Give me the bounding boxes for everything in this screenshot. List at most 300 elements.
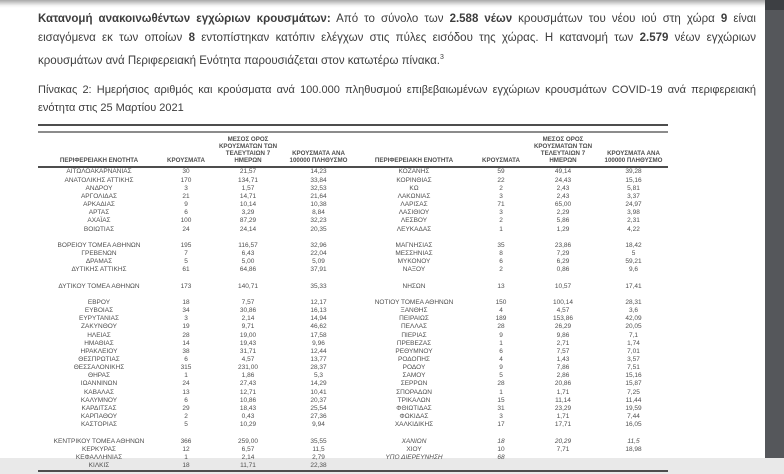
cell-per100k: 46,62 xyxy=(310,323,327,331)
cell-cases: 21 xyxy=(182,192,190,200)
table-group-spacer xyxy=(38,290,353,298)
cell-name: ΛΑΡΙΣΑΣ xyxy=(400,201,428,209)
cell-cases: 173 xyxy=(180,282,192,290)
cell-cases: 18 xyxy=(497,437,505,445)
page-content xyxy=(38,10,756,474)
table-row xyxy=(353,306,668,314)
column-header-avg: ΜΕΣΟΣ ΟΡΟΣ ΚΡΟΥΣΜΑΤΩΝ ΤΩΝ ΤΕΛΕΥΤΑΙΩΝ 7 ΗΜΕΡΩΝ xyxy=(218,135,278,164)
cell-per100k: 24,97 xyxy=(625,201,642,209)
table-row xyxy=(353,192,668,200)
cell-cases: 6 xyxy=(184,356,188,363)
cell-per100k: 2,79 xyxy=(312,453,325,461)
left-table-header xyxy=(38,133,353,168)
cell-avg: 20,29 xyxy=(554,437,572,445)
cell-cases: 4 xyxy=(499,356,503,363)
cell-name: ΜΥΚΟΝΟΥ xyxy=(397,258,431,266)
cell-cases: 5 xyxy=(184,258,188,266)
cell-avg: 6,57 xyxy=(241,445,255,453)
cell-avg: 10,86 xyxy=(239,396,257,404)
cell-cases: 2 xyxy=(499,266,503,274)
cell-cases: 19 xyxy=(182,323,190,331)
table-row xyxy=(353,217,668,225)
table-row xyxy=(353,258,668,266)
cell-cases: 29 xyxy=(182,404,190,412)
cell-cases: 3 xyxy=(499,209,503,217)
intro-text: εντοπίστηκαν κατόπιν ελέγχων στις πύλες εισόδου της χώρας. Η κατανομή των xyxy=(194,32,640,44)
cell-avg: 27,43 xyxy=(239,380,257,388)
table-row xyxy=(38,380,353,388)
cell-name: ΑΡΓΟΛΙΔΑΣ xyxy=(80,192,118,200)
cell-name: ΧΑΛΚΙΔΙΚΗΣ xyxy=(394,421,434,429)
cell-avg: 140,71 xyxy=(238,282,258,290)
column-header-avg: ΜΕΣΟΣ ΟΡΟΣ ΚΡΟΥΣΜΑΤΩΝ ΤΩΝ ΤΕΛΕΥΤΑΙΩΝ 7 ΗΜΕΡΩΝ xyxy=(533,135,593,164)
cell-name: ΧΙΟΥ xyxy=(406,445,422,453)
cell-name: ΡΕΘΥΜΝΟΥ xyxy=(395,347,433,355)
cell-cases: 9 xyxy=(499,331,503,339)
cell-avg: 64,86 xyxy=(239,266,257,274)
cell-cases: 6 xyxy=(184,209,188,217)
cell-name: ΥΠΟ ΔΙΕΡΕΥΝΗΣΗ xyxy=(385,453,443,461)
cell-cases: 35 xyxy=(497,241,505,249)
table-group-spacer xyxy=(353,274,668,282)
cell-name: ΦΘΙΩΤΙΔΑΣ xyxy=(396,404,432,412)
table-row xyxy=(353,298,668,306)
table-row xyxy=(353,396,668,404)
cell-avg: 0,43 xyxy=(241,413,255,421)
intro-text: Από το σύνολο των xyxy=(330,13,450,25)
cell-name: ΘΕΣΠΡΩΤΙΑΣ xyxy=(78,356,120,363)
intro-bold-text: 9 xyxy=(720,13,728,25)
table-row xyxy=(353,282,668,290)
cell-name: ΕΥΡΥΤΑΝΙΑΣ xyxy=(78,315,120,323)
cell-per100k: 9,94 xyxy=(312,421,325,429)
cell-name: ΙΩΑΝΝΙΝΩΝ xyxy=(80,380,118,388)
cell-cases: 24 xyxy=(182,225,190,233)
table-group-spacer xyxy=(353,290,668,298)
cell-avg: 19,00 xyxy=(239,331,257,339)
page-top-shadow xyxy=(0,0,784,8)
cell-name: ΛΕΥΚΑΔΑΣ xyxy=(396,225,432,233)
cell-per100k: 9,96 xyxy=(312,339,325,347)
cell-cases: 24 xyxy=(182,380,190,388)
cell-per100k: 12,44 xyxy=(310,347,327,355)
cell-name: ΑΡΚΑΔΙΑΣ xyxy=(83,201,115,209)
cell-avg: 10,14 xyxy=(239,201,257,209)
cell-cases: 3 xyxy=(499,192,503,200)
cell-cases: 2 xyxy=(499,217,503,225)
cell-cases: 195 xyxy=(180,241,192,249)
table-row xyxy=(353,413,668,421)
cell-per100k: 7,44 xyxy=(627,413,640,421)
cell-cases: 2 xyxy=(184,413,188,421)
table-row xyxy=(353,200,668,208)
cell-name: ΚΟΡΙΝΘΙΑΣ xyxy=(396,176,432,184)
cell-avg: 231,00 xyxy=(238,364,258,372)
cell-avg: 6,43 xyxy=(241,249,255,257)
table-row xyxy=(38,445,353,453)
table-row xyxy=(38,388,353,396)
cell-avg: 1,86 xyxy=(241,372,255,380)
cell-cases: 2 xyxy=(499,184,503,192)
cell-avg: 134,71 xyxy=(238,176,258,184)
cell-cases: 61 xyxy=(182,266,190,274)
table-row xyxy=(353,380,668,388)
table-group-spacer xyxy=(38,429,353,437)
cell-name: ΝΑΞΟΥ xyxy=(402,266,426,274)
cell-name: ΝΟΤΙΟΥ ΤΟΜΕΑ ΑΘΗΝΩΝ xyxy=(374,298,454,306)
table-row xyxy=(353,453,668,461)
table-row xyxy=(353,437,668,445)
cell-avg: 21,57 xyxy=(239,168,257,176)
cell-cases: 8 xyxy=(499,249,503,257)
cell-name: ΕΥΒΟΙΑΣ xyxy=(84,307,114,315)
table-row xyxy=(38,355,353,363)
cell-cases: 3 xyxy=(184,315,188,323)
cell-per100k: 16,05 xyxy=(625,421,642,429)
cell-name: ΡΟΔΟΠΗΣ xyxy=(398,356,430,363)
cell-name: ΦΩΚΙΔΑΣ xyxy=(399,413,429,421)
cell-name: ΣΠΟΡΑΔΩΝ xyxy=(396,388,432,396)
cell-per100k: 25,54 xyxy=(310,404,327,412)
cell-name: ΚΕΦΑΛΛΗΝΙΑΣ xyxy=(75,453,123,461)
cell-cases: 6 xyxy=(184,396,188,404)
cell-per100k: 17,58 xyxy=(310,331,327,339)
cell-avg: 20,86 xyxy=(554,380,572,388)
cell-cases: 366 xyxy=(180,437,192,445)
table-row xyxy=(353,176,668,184)
cell-name: ΓΡΕΒΕΝΩΝ xyxy=(81,249,117,257)
cell-name: ΘΕΣΣΑΛΟΝΙΚΗΣ xyxy=(73,364,125,372)
cell-per100k: 7,51 xyxy=(627,364,640,372)
cell-per100k: 28,31 xyxy=(625,298,642,306)
cell-cases: 100 xyxy=(180,217,192,225)
column-header-cases: ΚΡΟΥΣΜΑΤΑ xyxy=(482,156,520,164)
cell-name: ΧΑΝΙΩΝ xyxy=(401,437,427,445)
cell-name: ΚΕΡΚΥΡΑΣ xyxy=(82,445,116,453)
cell-avg: 10,29 xyxy=(239,421,257,429)
cell-name: ΑΝΑΤΟΛΙΚΗΣ ΑΤΤΙΚΗΣ xyxy=(64,176,134,184)
cell-per100k: 18,42 xyxy=(625,241,642,249)
cell-per100k: 14,94 xyxy=(310,315,327,323)
cell-name: ΒΟΙΩΤΙΑΣ xyxy=(83,225,115,233)
cell-avg: 153,86 xyxy=(553,315,573,323)
cell-avg: 2,29 xyxy=(556,209,570,217)
cell-name: ΑΝΔΡΟΥ xyxy=(85,184,113,192)
table-row xyxy=(38,413,353,421)
cell-per100k: 27,36 xyxy=(310,413,327,421)
cell-cases: 28 xyxy=(497,380,505,388)
cell-per100k: 7,1 xyxy=(628,331,639,339)
cell-avg: 26,29 xyxy=(554,323,572,331)
table-row xyxy=(38,168,353,176)
column-header-per100k: ΚΡΟΥΣΜΑΤΑ ΑΝΑ 100000 ΠΛΗΘΥΣΜΟ xyxy=(604,149,663,164)
table-row xyxy=(38,249,353,257)
cell-per100k: 32,53 xyxy=(310,184,327,192)
cell-name: ΕΒΡΟΥ xyxy=(87,298,111,306)
cell-name: ΗΜΑΘΙΑΣ xyxy=(84,339,114,347)
cell-name: ΛΑΣΙΘΙΟΥ xyxy=(398,209,430,217)
cell-per100k: 22,38 xyxy=(310,462,327,470)
cell-avg: 2,43 xyxy=(556,184,570,192)
cell-cases: 189 xyxy=(495,315,507,323)
cell-avg: 30,86 xyxy=(239,307,257,315)
cell-per100k: 8,84 xyxy=(312,209,325,217)
cell-per100k: 5 xyxy=(631,249,636,257)
cell-name: ΡΟΔΟΥ xyxy=(402,364,426,372)
cell-per100k: 35,33 xyxy=(310,282,327,290)
table-row xyxy=(353,209,668,217)
table-row xyxy=(38,364,353,372)
table-row xyxy=(38,241,353,249)
cell-avg: 2,14 xyxy=(241,315,255,323)
cell-cases: 68 xyxy=(497,453,505,461)
table-row xyxy=(353,266,668,274)
cell-avg: 1,57 xyxy=(241,184,255,192)
table-row xyxy=(353,445,668,453)
cell-per100k: 28,37 xyxy=(310,364,327,372)
table-row xyxy=(38,396,353,404)
table-row xyxy=(38,200,353,208)
cell-avg: 17,71 xyxy=(554,421,572,429)
cell-cases: 5 xyxy=(184,421,188,429)
table-row xyxy=(38,225,353,233)
cell-cases: 5 xyxy=(499,372,503,380)
cell-name: ΔΥΤΙΚΗΣ ΑΤΤΙΚΗΣ xyxy=(71,266,127,274)
cell-cases: 18 xyxy=(182,462,190,470)
cell-name: ΖΑΚΥΝΘΟΥ xyxy=(81,323,117,331)
cell-avg: 7,71 xyxy=(556,445,570,453)
cell-name: ΑΡΤΑΣ xyxy=(88,209,110,217)
cell-name: ΚΑΒΑΛΑΣ xyxy=(83,388,115,396)
cell-avg: 0,86 xyxy=(556,266,570,274)
cell-name: ΚΟΖΑΝΗΣ xyxy=(398,168,430,176)
cell-name: ΚΕΝΤΡΙΚΟΥ ΤΟΜΕΑ ΑΘΗΝΩΝ xyxy=(53,437,145,445)
cell-name: ΘΗΡΑΣ xyxy=(88,372,110,380)
cell-name: ΚΑΡΠΑΘΟΥ xyxy=(80,413,118,421)
table-row xyxy=(38,217,353,225)
table-caption: Πίνακας 2: Ημερήσιος αριθμός και κρούσματα ανά 100.000 πληθυσμού επιβεβαιωμένων εγχώριων κρουσμάτων COVID-19 ανά περιφερειακή ενότητα στις 25 Μαρτίου 2021 xyxy=(38,83,756,114)
cell-avg: 23,29 xyxy=(554,404,572,412)
table-row xyxy=(38,421,353,429)
table-row xyxy=(353,241,668,249)
left-table-body xyxy=(38,168,353,470)
table-row xyxy=(38,339,353,347)
cell-per100k: 3,6 xyxy=(628,307,639,315)
cell-avg: 87,29 xyxy=(239,217,257,225)
cell-name: ΝΗΣΩΝ xyxy=(402,282,426,290)
cell-cases: 150 xyxy=(495,298,507,306)
table-group-spacer xyxy=(353,233,668,241)
cell-per100k: 16,13 xyxy=(310,307,327,315)
cell-avg: 1,71 xyxy=(556,388,570,396)
cell-avg: 2,86 xyxy=(556,372,570,380)
cell-avg: 7,29 xyxy=(556,249,570,257)
column-header-per100k: ΚΡΟΥΣΜΑΤΑ ΑΝΑ 100000 ΠΛΗΘΥΣΜΟ xyxy=(289,149,348,164)
cell-name: ΑΙΤΩΛΟΑΚΑΡΝΑΝΙΑΣ xyxy=(66,168,132,176)
table-row xyxy=(38,258,353,266)
cell-per100k: 15,16 xyxy=(625,372,642,380)
intro-text: κρουσμάτων του νέου ιού στη χώρα xyxy=(512,13,721,25)
cell-avg: 100,14 xyxy=(553,298,573,306)
cell-name: ΗΛΕΙΑΣ xyxy=(87,331,111,339)
cell-per100k: 17,41 xyxy=(625,282,642,290)
intro-text: νέων εγχώριων κρουσμάτων ανά Περιφερειακή Ενότητα παρουσιάζεται στον κατωτέρω πίνακα. xyxy=(38,32,756,67)
cell-avg: 10,57 xyxy=(554,282,572,290)
cell-cases: 9 xyxy=(499,364,503,372)
cell-avg: 1,29 xyxy=(556,225,570,233)
cell-per100k: 35,55 xyxy=(310,437,327,445)
cell-name: ΑΧΑΪΑΣ xyxy=(87,217,111,225)
table-group-spacer xyxy=(353,429,668,437)
cell-name: ΔΥΤΙΚΟΥ ΤΟΜΕΑ ΑΘΗΝΩΝ xyxy=(58,282,140,290)
cell-avg: 18,43 xyxy=(239,404,257,412)
cell-per100k: 32,96 xyxy=(310,241,327,249)
table-row xyxy=(38,282,353,290)
cell-per100k: 39,28 xyxy=(625,168,642,176)
intro-text: είναι εισαγόμενα εκ των οποίων xyxy=(38,13,756,44)
cell-avg: 65,00 xyxy=(554,201,572,209)
cell-cases: 15 xyxy=(497,396,505,404)
table-row xyxy=(38,372,353,380)
cell-avg: 4,57 xyxy=(556,307,570,315)
table-row xyxy=(38,209,353,217)
cell-avg: 11,71 xyxy=(240,462,256,470)
cell-per100k: 20,37 xyxy=(310,396,327,404)
table-row xyxy=(353,339,668,347)
cell-per100k: 15,16 xyxy=(625,176,642,184)
cell-per100k: 2,31 xyxy=(627,217,640,225)
table-row xyxy=(38,192,353,200)
cell-avg: 7,86 xyxy=(556,364,570,372)
table-group-spacer xyxy=(38,233,353,241)
table-columns-wrap xyxy=(38,133,668,470)
left-table xyxy=(38,133,353,470)
cell-name: ΞΑΝΘΗΣ xyxy=(400,307,428,315)
cell-per100k: 10,41 xyxy=(310,388,327,396)
cell-per100k: 14,23 xyxy=(310,168,327,176)
cell-avg: 116,57 xyxy=(238,241,258,249)
viewer-side-band-top xyxy=(765,0,784,10)
cell-name: ΛΑΚΩΝΙΑΣ xyxy=(397,192,431,200)
cell-name: ΠΕΛΛΑΣ xyxy=(400,323,428,331)
table-row xyxy=(38,437,353,445)
cell-per100k: 11,5 xyxy=(627,437,640,445)
cell-per100k: 7,25 xyxy=(627,388,640,396)
table-row xyxy=(353,225,668,233)
cell-avg: 19,43 xyxy=(239,339,257,347)
cell-per100k: 20,35 xyxy=(310,225,327,233)
cell-per100k: 10,38 xyxy=(310,201,327,209)
cell-avg: 14,71 xyxy=(239,192,257,200)
table-row xyxy=(38,184,353,192)
cell-cases: 7 xyxy=(184,249,188,257)
cell-cases: 9 xyxy=(184,201,188,209)
cell-avg: 7,57 xyxy=(556,347,570,355)
cell-name: ΔΡΑΜΑΣ xyxy=(85,258,113,266)
cell-cases: 6 xyxy=(499,347,503,355)
table-row xyxy=(353,323,668,331)
table-row xyxy=(38,461,353,469)
table-bottom-rule xyxy=(38,470,668,474)
cell-avg: 11,14 xyxy=(555,396,571,404)
table-row xyxy=(38,404,353,412)
cell-per100k: 12,17 xyxy=(310,298,327,306)
cell-per100k: 37,91 xyxy=(310,266,327,274)
cell-avg: 9,71 xyxy=(241,323,255,331)
table-top-rule xyxy=(38,124,668,133)
cell-cases: 71 xyxy=(497,201,505,209)
cell-avg: 24,14 xyxy=(239,225,257,233)
table-row xyxy=(38,306,353,314)
cell-cases: 1 xyxy=(499,388,503,396)
table-row xyxy=(353,168,668,176)
cell-per100k: 5,3 xyxy=(313,372,324,380)
cell-per100k: 13,77 xyxy=(310,356,327,363)
cell-avg: 24,43 xyxy=(554,176,572,184)
cell-per100k: 33,84 xyxy=(310,176,327,184)
cell-avg: 12,71 xyxy=(239,388,257,396)
cell-avg: 23,86 xyxy=(554,241,572,249)
cell-avg: 2,14 xyxy=(241,453,255,461)
right-table-header xyxy=(353,133,668,168)
intro-bold-text: Κατανομή ανακοινωθέντων εγχώριων κρουσμάτων: xyxy=(38,13,331,25)
table-row xyxy=(38,323,353,331)
cell-per100k: 15,87 xyxy=(625,380,642,388)
table-row xyxy=(38,331,353,339)
cell-name: ΣΕΡΡΩΝ xyxy=(400,380,428,388)
cell-per100k: 3,98 xyxy=(627,209,640,217)
cell-per100k: 3,37 xyxy=(627,192,640,200)
cell-per100k: 9,6 xyxy=(628,266,639,274)
cell-cases: 14 xyxy=(182,339,190,347)
table-row xyxy=(353,388,668,396)
cell-per100k: 18,98 xyxy=(625,445,642,453)
cell-name: ΣΑΜΟΥ xyxy=(402,372,426,380)
cell-name: ΚΩ xyxy=(409,184,419,192)
cell-avg: 1,43 xyxy=(556,356,570,363)
cell-cases: 315 xyxy=(180,364,192,372)
table-row xyxy=(353,421,668,429)
cell-name: ΚΑΣΤΟΡΙΑΣ xyxy=(80,421,118,429)
table-row xyxy=(353,331,668,339)
cell-per100k: 22,04 xyxy=(310,249,327,257)
cell-per100k: 11,44 xyxy=(625,396,642,404)
table-row xyxy=(353,184,668,192)
cell-cases: 13 xyxy=(182,388,190,396)
cell-avg: 3,29 xyxy=(241,209,255,217)
column-header-name: ΠΕΡΙΦΕΡΕΙΑΚΗ ΕΝΟΤΗΤΑ xyxy=(374,156,454,164)
right-table-body xyxy=(353,168,668,462)
cell-cases: 34 xyxy=(182,307,190,315)
cell-avg: 4,57 xyxy=(241,356,255,363)
table-row xyxy=(38,176,353,184)
cell-avg: 9,86 xyxy=(556,331,570,339)
cell-per100k: 3,57 xyxy=(627,356,640,363)
cell-avg: 5,86 xyxy=(556,217,570,225)
table-group-spacer xyxy=(38,274,353,282)
cell-per100k: 32,23 xyxy=(310,217,327,225)
cell-cases: 170 xyxy=(180,176,192,184)
cell-cases: 1 xyxy=(184,372,188,380)
cell-avg: 6,29 xyxy=(556,258,570,266)
table-row xyxy=(353,249,668,257)
cell-avg: 2,43 xyxy=(556,192,570,200)
intro-bold-text: 2.588 νέων xyxy=(449,13,513,25)
intro-bold-text: 2.579 xyxy=(639,32,669,44)
right-table xyxy=(353,133,668,470)
cell-avg: 5,00 xyxy=(241,258,255,266)
cell-name: ΤΡΙΚΑΛΩΝ xyxy=(397,396,431,404)
